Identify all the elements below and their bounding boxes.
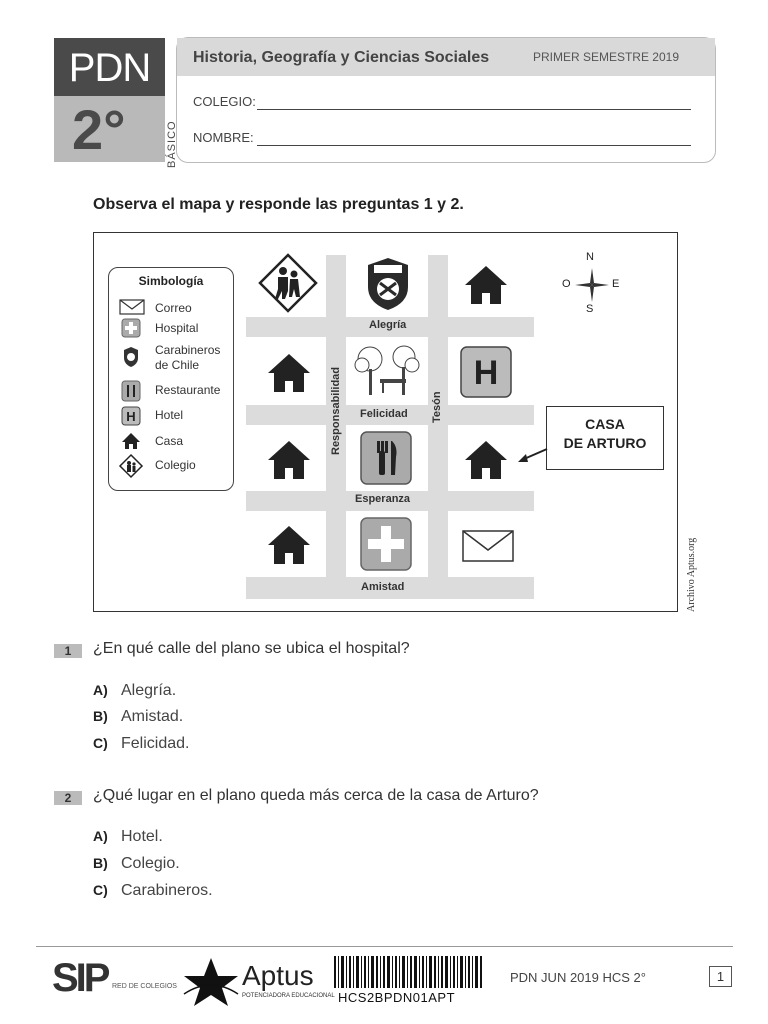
question-2-option-a[interactable]: A) Hotel. — [93, 828, 163, 845]
map-legend — [108, 267, 234, 491]
image-credit: Archivo Aptus.org — [686, 537, 697, 612]
street-label-teson: Tesón — [431, 391, 443, 423]
question-1-option-a[interactable]: A) Alegría. — [93, 682, 177, 699]
semester-label: PRIMER SEMESTRE 2019 — [532, 50, 679, 64]
question-1-number: 1 — [54, 644, 82, 658]
arturo-callout — [546, 406, 664, 470]
question-2-text: ¿Qué lugar en el plano queda más cerca de la casa de Arturo? — [93, 787, 539, 804]
sip-subtitle: RED DE COLEGIOS — [112, 983, 177, 990]
barcode — [334, 956, 484, 990]
street-label-responsabilidad: Responsabilidad — [330, 366, 342, 455]
legend-restaurante: Restaurante — [155, 383, 221, 397]
restaurant-building-icon — [360, 431, 412, 485]
house-icon — [121, 432, 141, 450]
sip-logo: SIP — [52, 956, 108, 1000]
legend-carabineros-2: de Chile — [155, 358, 200, 372]
restaurant-icon — [121, 380, 141, 402]
compass-rose-icon — [574, 267, 610, 303]
compass-n: N — [586, 251, 594, 263]
police-station-icon — [364, 257, 412, 311]
legend-colegio: Colegio — [155, 458, 196, 472]
house-icon-arturo — [464, 440, 508, 480]
question-2-option-c[interactable]: C) Carabineros. — [93, 882, 213, 899]
question-1-option-b[interactable]: B) Amistad. — [93, 708, 184, 725]
street-label-alegria: Alegría — [369, 319, 407, 331]
police-icon — [121, 346, 141, 368]
footer-rule — [36, 946, 733, 947]
compass-s: S — [586, 303, 594, 315]
city-map — [93, 232, 678, 612]
street-label-felicidad: Felicidad — [360, 408, 408, 420]
page-number: 1 — [709, 966, 732, 987]
legend-carabineros: Carabineros — [155, 343, 221, 357]
legend-title: Simbología — [138, 274, 204, 288]
school-sign-icon — [258, 253, 318, 313]
house-icon-ne — [464, 265, 508, 305]
question-1-text: ¿En qué calle del plano se ubica el hospital? — [93, 640, 410, 657]
question-1-option-c[interactable]: C) Felicidad. — [93, 735, 190, 752]
header-form — [176, 37, 716, 163]
callout-line-2: DE ARTURO — [563, 435, 647, 451]
legend-hospital: Hospital — [155, 321, 199, 335]
question-2-number: 2 — [54, 791, 82, 805]
legend-hotel: Hotel — [155, 408, 184, 422]
post-office-icon — [462, 530, 514, 562]
compass-o: O — [562, 278, 571, 290]
svg-text:H: H — [473, 354, 499, 392]
legend-casa: Casa — [155, 434, 184, 448]
svg-text:H: H — [126, 409, 136, 424]
barcode-text: HCS2BPDN01APT — [338, 990, 456, 1005]
aptus-logo: Aptus — [242, 960, 314, 991]
house-icon-w1 — [267, 353, 311, 393]
school-label: COLEGIO: — [193, 94, 256, 109]
callout-line-1: CASA — [585, 416, 625, 432]
grade-badge — [54, 38, 178, 168]
name-label: NOMBRE: — [193, 130, 254, 145]
house-icon-w2 — [267, 440, 311, 480]
street-label-esperanza: Esperanza — [355, 493, 411, 505]
park-icon — [352, 345, 424, 401]
hotel-icon — [121, 406, 141, 426]
name-field[interactable] — [257, 145, 691, 146]
hospital-building-icon — [360, 517, 412, 571]
legend-correo: Correo — [155, 301, 192, 315]
aptus-star-icon — [182, 956, 240, 1008]
question-2-option-b[interactable]: B) Colegio. — [93, 855, 180, 872]
school-icon — [119, 454, 143, 478]
subject-title: Historia, Geografía y Ciencias Sociales — [193, 49, 490, 66]
street-label-amistad: Amistad — [361, 581, 405, 593]
street-teson — [428, 255, 448, 599]
hospital-icon — [121, 318, 141, 338]
badge-pdn: PDN — [54, 38, 165, 96]
compass-e: E — [612, 278, 620, 290]
badge-level: BÁSICO — [166, 120, 178, 168]
instruction-text: Observa el mapa y responde las preguntas 1 y 2. — [93, 196, 464, 213]
callout-arrow-icon — [516, 445, 548, 465]
house-icon-w3 — [267, 525, 311, 565]
document-code: PDN JUN 2019 HCS 2° — [510, 970, 646, 985]
header-bar — [177, 38, 715, 76]
hotel-building-icon — [460, 346, 512, 398]
badge-grade: 2° — [72, 98, 126, 161]
school-field[interactable] — [257, 109, 691, 110]
mail-icon — [119, 299, 145, 315]
aptus-subtitle: POTENCIADORA EDUCACIONAL — [242, 993, 335, 999]
